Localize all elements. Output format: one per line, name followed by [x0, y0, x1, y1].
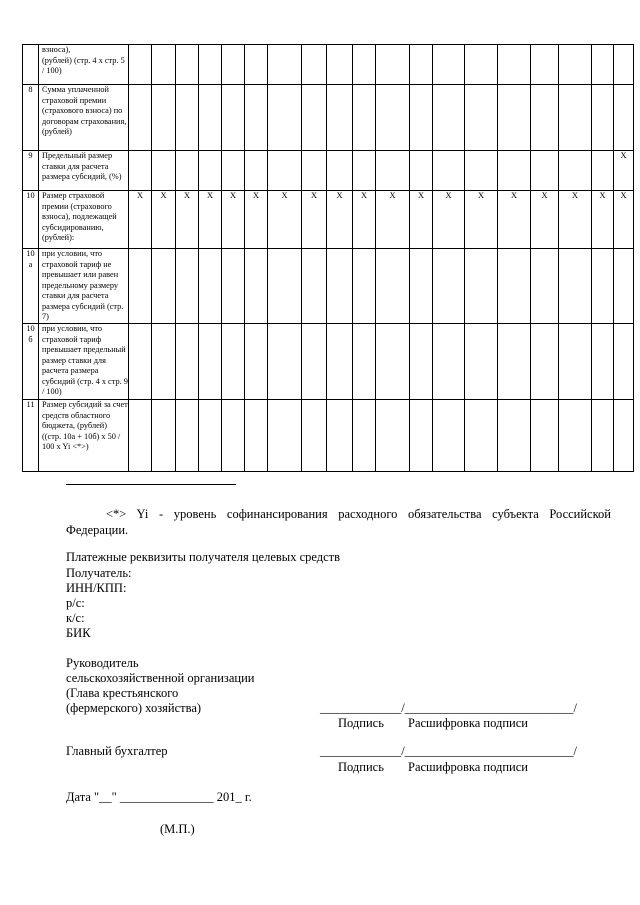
value-cell [592, 45, 614, 85]
value-cell [465, 45, 498, 85]
row-label: при условии, что страховой тариф не превышает или равен предельному размеру ставки для расчета размера субсидий (стр. 7) [39, 249, 129, 324]
value-cell [327, 249, 353, 324]
value-cell: X [129, 191, 152, 249]
value-cell [498, 45, 531, 85]
head-signature-caption: Подпись [338, 716, 384, 730]
value-cell [433, 45, 465, 85]
recipient-label: Получатель: [66, 566, 132, 580]
value-cell [268, 400, 302, 472]
value-cell: X [376, 191, 410, 249]
value-cell: X [614, 191, 634, 249]
value-cell [465, 85, 498, 151]
rs-label: р/с: [66, 596, 85, 610]
value-cell [376, 45, 410, 85]
value-cell [302, 85, 327, 151]
value-cell [268, 45, 302, 85]
value-cell: X [498, 191, 531, 249]
value-cell [353, 400, 376, 472]
value-cell [614, 249, 634, 324]
value-cell [592, 85, 614, 151]
value-cell [465, 400, 498, 472]
value-cell [327, 85, 353, 151]
value-cell [152, 151, 176, 191]
head-line-4: (фермерского) хозяйства) [66, 701, 202, 715]
value-cell [199, 324, 222, 400]
value-cell: X [268, 191, 302, 249]
value-cell [176, 151, 199, 191]
inn-label: ИНН/КПП: [66, 581, 127, 595]
row-label: при условии, что страховой тариф превышает предельный размер ставки для расчета размера субсидий (стр. 4 x стр. 9 / 100) [39, 324, 129, 400]
row-number: 11 [23, 400, 39, 472]
value-cell [559, 400, 592, 472]
value-cell: X [245, 191, 268, 249]
value-cell [327, 45, 353, 85]
value-cell [410, 249, 433, 324]
value-cell [531, 45, 559, 85]
value-cell: X [465, 191, 498, 249]
value-cell: X [199, 191, 222, 249]
value-cell [498, 324, 531, 400]
value-cell [176, 45, 199, 85]
value-cell: X [353, 191, 376, 249]
value-cell [531, 85, 559, 151]
value-cell [353, 85, 376, 151]
bik-label: БИК [66, 626, 91, 640]
footnote: <*> Yi - уровень софинансирования расходного обязательства субъекта Российской Федерации. [66, 507, 611, 537]
ks-label: к/с: [66, 611, 85, 625]
value-cell: X [433, 191, 465, 249]
value-cell [302, 151, 327, 191]
table-row [23, 249, 634, 324]
value-cell [222, 151, 245, 191]
value-cell [559, 151, 592, 191]
value-cell [199, 85, 222, 151]
value-cell [614, 324, 634, 400]
head-line-1: Руководитель [66, 656, 139, 670]
value-cell [465, 151, 498, 191]
value-cell [222, 324, 245, 400]
table-row [23, 400, 634, 472]
value-cell [410, 151, 433, 191]
value-cell [129, 45, 152, 85]
value-cell [245, 324, 268, 400]
head-decode-caption: Расшифровка подписи [408, 716, 528, 730]
value-cell [268, 324, 302, 400]
value-cell: X [531, 191, 559, 249]
value-cell [152, 249, 176, 324]
table-row [23, 45, 634, 85]
value-cell [245, 85, 268, 151]
value-cell [327, 324, 353, 400]
value-cell [410, 85, 433, 151]
value-cell [531, 324, 559, 400]
value-cell [152, 324, 176, 400]
value-cell [176, 324, 199, 400]
value-cell: X [592, 191, 614, 249]
head-signature-line: _____________/___________________________/ [320, 701, 577, 715]
value-cell [614, 85, 634, 151]
stamp-label: (М.П.) [160, 822, 195, 836]
accountant-signature-caption: Подпись [338, 760, 384, 774]
value-cell [410, 400, 433, 472]
value-cell [559, 85, 592, 151]
value-cell [531, 249, 559, 324]
value-cell [176, 85, 199, 151]
value-cell [592, 151, 614, 191]
value-cell: X [152, 191, 176, 249]
value-cell [152, 45, 176, 85]
value-cell [410, 45, 433, 85]
value-cell [152, 85, 176, 151]
value-cell [268, 249, 302, 324]
head-line-3: (Глава крестьянского [66, 686, 179, 700]
value-cell [129, 249, 152, 324]
value-cell [498, 85, 531, 151]
row-label: Размер субсидий за счет средств областного бюджета, (рублей) ((стр. 10а + 10б) x 50 / 100 x Yi <*>) [39, 400, 129, 472]
value-cell [302, 249, 327, 324]
table-row [23, 191, 634, 249]
value-cell [465, 249, 498, 324]
accountant-signature-line: _____________/___________________________/ [320, 744, 577, 758]
row-label: Предельный размер ставки для расчета размера субсидий, (%) [39, 151, 129, 191]
value-cell [129, 85, 152, 151]
value-cell [222, 400, 245, 472]
footnote-separator [66, 484, 236, 485]
value-cell [410, 324, 433, 400]
value-cell [199, 45, 222, 85]
head-line-2: сельскохозяйственной организации [66, 671, 255, 685]
value-cell [433, 249, 465, 324]
value-cell [559, 324, 592, 400]
value-cell [433, 324, 465, 400]
value-cell: X [302, 191, 327, 249]
value-cell: X [176, 191, 199, 249]
row-number: 9 [23, 151, 39, 191]
value-cell [465, 324, 498, 400]
value-cell: X [410, 191, 433, 249]
value-cell [353, 249, 376, 324]
row-number [23, 45, 39, 85]
value-cell [559, 45, 592, 85]
value-cell [245, 249, 268, 324]
value-cell [433, 151, 465, 191]
value-cell [353, 45, 376, 85]
value-cell [614, 45, 634, 85]
value-cell [199, 151, 222, 191]
value-cell [433, 85, 465, 151]
row-number: 10 [23, 191, 39, 249]
value-cell [531, 400, 559, 472]
value-cell [129, 151, 152, 191]
value-cell [592, 249, 614, 324]
value-cell: X [559, 191, 592, 249]
value-cell [152, 400, 176, 472]
value-cell [222, 249, 245, 324]
value-cell [222, 45, 245, 85]
value-cell [433, 400, 465, 472]
value-cell [302, 45, 327, 85]
value-cell [245, 151, 268, 191]
value-cell [614, 400, 634, 472]
value-cell: X [327, 191, 353, 249]
value-cell [302, 324, 327, 400]
value-cell: X [614, 151, 634, 191]
row-number: 10 б [23, 324, 39, 400]
value-cell [376, 324, 410, 400]
value-cell [222, 85, 245, 151]
value-cell [199, 249, 222, 324]
data-table [22, 44, 634, 472]
value-cell [376, 151, 410, 191]
value-cell [498, 249, 531, 324]
value-cell [176, 249, 199, 324]
value-cell [592, 400, 614, 472]
value-cell [245, 45, 268, 85]
table-row [23, 151, 634, 191]
value-cell [353, 151, 376, 191]
value-cell [129, 324, 152, 400]
requisites-title: Платежные реквизиты получателя целевых средств [66, 550, 341, 564]
value-cell [327, 400, 353, 472]
row-number: 10 а [23, 249, 39, 324]
date-line: Дата "__" _______________ 201_ г. [66, 790, 252, 804]
value-cell [376, 85, 410, 151]
value-cell [268, 85, 302, 151]
value-cell [531, 151, 559, 191]
row-label: взноса), (рублей) (стр. 4 x стр. 5 / 100) [39, 45, 129, 85]
row-label: Сумма уплаченной страховой премии (страхового взноса) по договорам страхования, (рублей) [39, 85, 129, 151]
value-cell [592, 324, 614, 400]
row-label: Размер страховой премии (страхового взноса), подлежащей субсидированию, (рублей): [39, 191, 129, 249]
value-cell [302, 400, 327, 472]
value-cell [199, 400, 222, 472]
value-cell [376, 249, 410, 324]
row-number: 8 [23, 85, 39, 151]
value-cell [376, 400, 410, 472]
value-cell [327, 151, 353, 191]
value-cell [129, 400, 152, 472]
value-cell [176, 400, 199, 472]
value-cell [559, 249, 592, 324]
value-cell [268, 151, 302, 191]
table-row [23, 85, 634, 151]
value-cell: X [222, 191, 245, 249]
value-cell [498, 400, 531, 472]
value-cell [353, 324, 376, 400]
value-cell [498, 151, 531, 191]
table-row [23, 324, 634, 400]
accountant-label: Главный бухгалтер [66, 744, 168, 758]
value-cell [245, 400, 268, 472]
accountant-decode-caption: Расшифровка подписи [408, 760, 528, 774]
